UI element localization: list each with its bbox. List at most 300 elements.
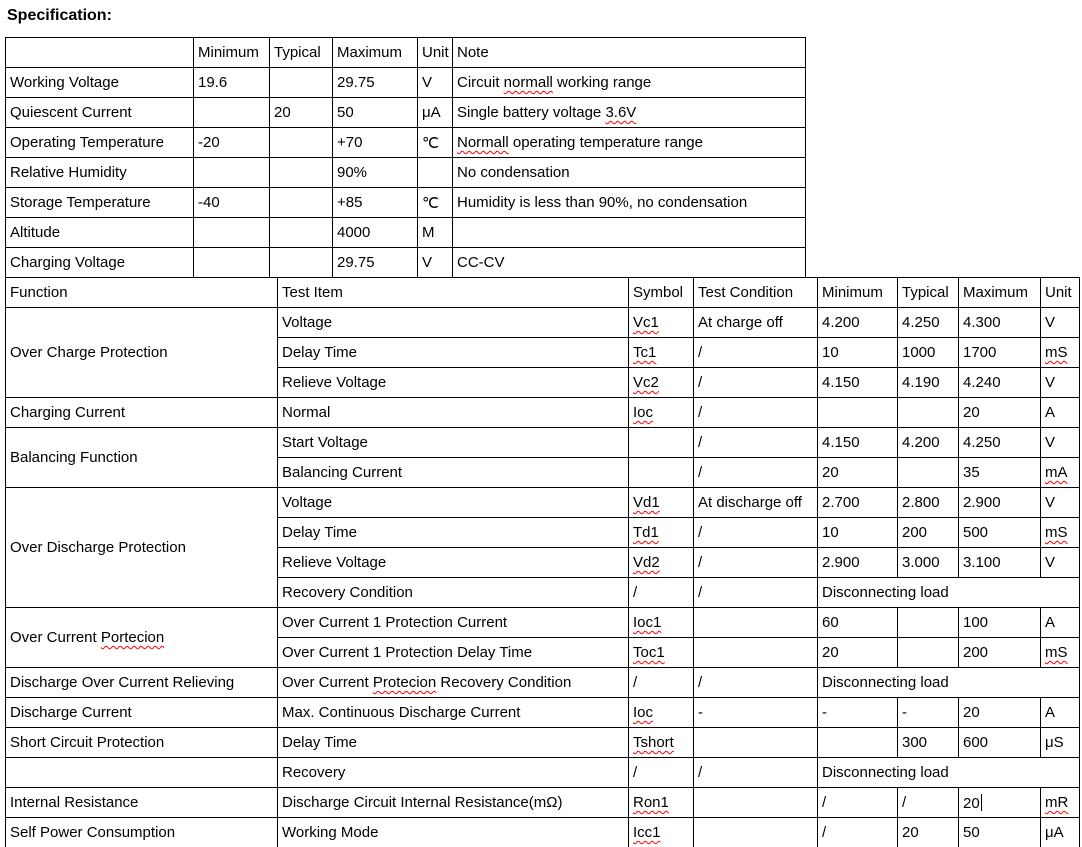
table-cell[interactable]: [194, 188, 270, 218]
table-cell[interactable]: [694, 458, 818, 488]
column-header[interactable]: [818, 278, 898, 308]
cell-text: Working Voltage: [10, 74, 119, 91]
table-cell[interactable]: [418, 188, 453, 218]
table-cell[interactable]: [278, 518, 629, 548]
cell-text: Relative Humidity: [10, 164, 127, 181]
cell-text: 4.190: [902, 374, 940, 391]
table-cell[interactable]: [898, 488, 959, 518]
cell-text: 29.75: [337, 254, 375, 271]
table-cell[interactable]: [959, 638, 1041, 668]
table-cell[interactable]: [694, 488, 818, 518]
table-cell[interactable]: [818, 728, 898, 758]
table-cell[interactable]: [278, 698, 629, 728]
cell-text: Delay Time: [282, 734, 358, 751]
table-cell[interactable]: [898, 788, 959, 818]
table-cell[interactable]: [818, 548, 898, 578]
table-cell[interactable]: [694, 578, 818, 608]
table-cell[interactable]: [694, 428, 818, 458]
table-cell[interactable]: [694, 368, 818, 398]
cell-text: Test Item: [282, 284, 343, 301]
cell-text: Symbol: [633, 284, 684, 301]
table-cell[interactable]: [629, 758, 694, 788]
table-cell[interactable]: [818, 818, 898, 847]
column-header[interactable]: [270, 38, 333, 68]
table-cell[interactable]: [453, 128, 806, 158]
table-cell[interactable]: [629, 578, 694, 608]
table-cell[interactable]: [818, 578, 1080, 608]
table-cell[interactable]: [194, 158, 270, 188]
table-cell[interactable]: [270, 128, 333, 158]
misspelled-text: Tc1: [633, 344, 657, 361]
table-cell[interactable]: [629, 368, 694, 398]
misspelled-text: Ioc: [633, 704, 654, 721]
table-cell[interactable]: [694, 698, 818, 728]
column-header[interactable]: [194, 38, 270, 68]
table-cell[interactable]: [453, 188, 806, 218]
cell-text: +85: [337, 194, 363, 211]
table-cell[interactable]: [418, 218, 453, 248]
cell-text: Humidity is less than 90%, no condensation: [457, 194, 748, 211]
table-cell[interactable]: [278, 578, 629, 608]
table-cell[interactable]: [898, 638, 959, 668]
table-cell[interactable]: [629, 728, 694, 758]
cell-text: -: [902, 704, 907, 721]
table-cell[interactable]: [694, 608, 818, 638]
table-cell[interactable]: [959, 428, 1041, 458]
cell-text: Over Current 1 Protection Current: [282, 614, 508, 631]
table-row: [6, 398, 1080, 428]
cell-text: 20: [963, 704, 980, 721]
cell-text: Unit: [422, 44, 449, 61]
cell-text: 20: [822, 464, 839, 481]
table-cell[interactable]: [959, 368, 1041, 398]
table-cell[interactable]: [694, 788, 818, 818]
table-cell[interactable]: [6, 818, 278, 847]
table-row: [6, 68, 806, 98]
table-cell[interactable]: [6, 428, 278, 488]
header-row: [6, 278, 1080, 308]
table-cell[interactable]: [6, 98, 194, 128]
table-cell[interactable]: [959, 608, 1041, 638]
table-cell[interactable]: [6, 668, 278, 698]
table-cell[interactable]: [1041, 548, 1080, 578]
cell-text: Altitude: [10, 224, 61, 241]
table-cell[interactable]: [278, 338, 629, 368]
table-cell[interactable]: [898, 818, 959, 847]
cell-text: ℃: [422, 194, 439, 212]
cell-text: Note: [457, 44, 489, 61]
protection-table-body: [6, 278, 1080, 847]
text-cursor: [981, 794, 982, 811]
table-cell[interactable]: [278, 608, 629, 638]
cell-text: Maximum: [337, 44, 403, 61]
table-cell[interactable]: [278, 668, 629, 698]
cell-text: V: [1045, 374, 1056, 391]
misspelled-text: Icc1: [633, 824, 661, 841]
table-cell[interactable]: [418, 158, 453, 188]
table-cell[interactable]: [453, 248, 806, 278]
cell-text: Relieve Voltage: [282, 374, 387, 391]
cell-text: Over Discharge Protection: [10, 539, 186, 556]
table-cell[interactable]: [278, 548, 629, 578]
table-cell[interactable]: [898, 398, 959, 428]
table-cell[interactable]: [959, 698, 1041, 728]
column-header[interactable]: [453, 38, 806, 68]
table-cell[interactable]: [194, 68, 270, 98]
column-header[interactable]: [6, 278, 278, 308]
table-cell[interactable]: [6, 698, 278, 728]
column-header[interactable]: [333, 38, 418, 68]
misspelled-text: Tshort: [633, 734, 674, 751]
table-row: [6, 608, 1080, 638]
cell-text: V: [1045, 314, 1056, 331]
table-cell[interactable]: [1041, 818, 1080, 847]
table-cell[interactable]: [898, 548, 959, 578]
table-cell[interactable]: [333, 158, 418, 188]
cell-text: Over Charge Protection: [10, 344, 168, 361]
table-cell[interactable]: [278, 398, 629, 428]
table-cell[interactable]: [898, 728, 959, 758]
misspelled-text: mS: [1045, 344, 1068, 361]
cell-text: 50: [337, 104, 354, 121]
table-cell[interactable]: [694, 518, 818, 548]
table-cell[interactable]: [818, 608, 898, 638]
cell-text: -20: [198, 134, 220, 151]
cell-text: 19.6: [198, 74, 228, 91]
table-cell[interactable]: [270, 188, 333, 218]
table-row: [6, 668, 1080, 698]
table-cell[interactable]: [629, 818, 694, 847]
cell-text: /: [698, 524, 703, 541]
table-cell[interactable]: [194, 128, 270, 158]
table-cell[interactable]: [1041, 398, 1080, 428]
table-cell[interactable]: [898, 368, 959, 398]
table-cell[interactable]: [6, 188, 194, 218]
table-cell[interactable]: [278, 458, 629, 488]
table-cell[interactable]: [6, 218, 194, 248]
cell-text: Normal: [282, 404, 331, 421]
table-cell[interactable]: [278, 728, 629, 758]
table-cell[interactable]: [6, 398, 278, 428]
table-cell[interactable]: [6, 248, 194, 278]
table-cell[interactable]: [270, 158, 333, 188]
table-cell[interactable]: [818, 518, 898, 548]
cell-text: 4.200: [902, 434, 940, 451]
cell-text: Disconnecting load: [822, 674, 949, 691]
table-cell[interactable]: [278, 488, 629, 518]
table-cell[interactable]: [629, 668, 694, 698]
cell-text: Single battery voltage: [457, 104, 606, 121]
table-cell[interactable]: [270, 248, 333, 278]
table-row: [6, 188, 806, 218]
table-cell[interactable]: [278, 638, 629, 668]
table-cell[interactable]: [959, 788, 1041, 818]
cell-text: /: [633, 584, 638, 601]
cell-text: 4.250: [963, 434, 1001, 451]
table-cell[interactable]: [1041, 638, 1080, 668]
table-cell[interactable]: [959, 548, 1041, 578]
table-cell[interactable]: [6, 308, 278, 398]
table-cell[interactable]: [818, 668, 1080, 698]
table-cell[interactable]: [694, 758, 818, 788]
cell-text: Over Current: [282, 674, 373, 691]
table-cell[interactable]: [333, 68, 418, 98]
column-header[interactable]: [1041, 278, 1080, 308]
table-cell[interactable]: [333, 218, 418, 248]
cell-text: V: [1045, 554, 1056, 571]
cell-text: -40: [198, 194, 220, 211]
table-cell[interactable]: [959, 398, 1041, 428]
table-cell[interactable]: [818, 758, 1080, 788]
misspelled-text: mS: [1045, 644, 1068, 661]
table-cell[interactable]: [818, 428, 898, 458]
table-cell[interactable]: [694, 818, 818, 847]
table-cell[interactable]: [418, 98, 453, 128]
cell-text: /: [698, 344, 703, 361]
table-cell[interactable]: [270, 68, 333, 98]
cell-text: 20: [902, 824, 919, 841]
table-cell[interactable]: [418, 248, 453, 278]
cell-text: Self Power Consumption: [10, 824, 176, 841]
table-cell[interactable]: [818, 458, 898, 488]
cell-text: Recovery Condition: [282, 584, 413, 601]
cell-text: +70: [337, 134, 363, 151]
table-cell[interactable]: [270, 218, 333, 248]
table-row: [6, 248, 806, 278]
cell-text: /: [902, 794, 907, 811]
table-cell[interactable]: [629, 338, 694, 368]
cell-text: -: [822, 704, 827, 721]
table-cell[interactable]: [6, 488, 278, 608]
table-cell[interactable]: [629, 608, 694, 638]
table-cell[interactable]: [629, 518, 694, 548]
misspelled-text: Vd2: [633, 554, 660, 571]
table-cell[interactable]: [1041, 338, 1080, 368]
cell-text: At discharge off: [698, 494, 802, 511]
table-cell[interactable]: [898, 518, 959, 548]
cell-text: Over Current 1 Protection Delay Time: [282, 644, 533, 661]
table-cell[interactable]: [694, 308, 818, 338]
table-cell[interactable]: [818, 698, 898, 728]
cell-text: 100: [963, 614, 989, 631]
cell-text: 2.700: [822, 494, 860, 511]
table-cell[interactable]: [629, 698, 694, 728]
table-cell[interactable]: [278, 308, 629, 338]
cell-text: 20: [963, 794, 980, 812]
table-cell[interactable]: [694, 338, 818, 368]
table-cell[interactable]: [898, 608, 959, 638]
cell-text: 4.150: [822, 374, 860, 391]
table-cell[interactable]: [1041, 788, 1080, 818]
cell-text: 300: [902, 734, 928, 751]
table-cell[interactable]: [1041, 518, 1080, 548]
column-header[interactable]: [959, 278, 1041, 308]
table-cell[interactable]: [959, 338, 1041, 368]
table-cell[interactable]: [278, 788, 629, 818]
table-cell[interactable]: [959, 458, 1041, 488]
misspelled-text: mR: [1045, 794, 1069, 811]
misspelled-text: Ron1: [633, 794, 669, 811]
table-cell[interactable]: [453, 218, 806, 248]
cell-text: 1700: [963, 344, 997, 361]
table-cell[interactable]: [629, 428, 694, 458]
table-cell[interactable]: [418, 128, 453, 158]
table-cell[interactable]: [818, 488, 898, 518]
table-cell[interactable]: [194, 218, 270, 248]
table-cell[interactable]: [1041, 428, 1080, 458]
table-cell[interactable]: [418, 68, 453, 98]
table-cell[interactable]: [1041, 368, 1080, 398]
cell-text: Delay Time: [282, 524, 358, 541]
table-cell[interactable]: [898, 428, 959, 458]
table-cell[interactable]: [333, 248, 418, 278]
table-cell[interactable]: [629, 548, 694, 578]
cell-text: 10: [822, 344, 839, 361]
table-cell[interactable]: [453, 98, 806, 128]
table-cell[interactable]: [629, 308, 694, 338]
table-cell[interactable]: [959, 488, 1041, 518]
table-cell[interactable]: [959, 818, 1041, 847]
table-cell[interactable]: [959, 728, 1041, 758]
table-cell[interactable]: [694, 638, 818, 668]
cell-text: Recovery: [282, 764, 346, 781]
cell-text: 200: [902, 524, 928, 541]
cell-text: Charging Voltage: [10, 254, 126, 271]
table-cell[interactable]: [194, 98, 270, 128]
column-header[interactable]: [694, 278, 818, 308]
misspelled-text: mS: [1045, 524, 1068, 541]
misspelled-text: Ioc: [633, 404, 654, 421]
table-cell[interactable]: [898, 338, 959, 368]
cell-text: Start Voltage: [282, 434, 368, 451]
table-cell[interactable]: [1041, 698, 1080, 728]
cell-text: μA: [422, 104, 441, 121]
cell-text: Charging Current: [10, 404, 126, 421]
table-row: [6, 758, 1080, 788]
cell-text: /: [822, 824, 827, 841]
table-cell[interactable]: [1041, 308, 1080, 338]
table-cell[interactable]: [278, 428, 629, 458]
cell-text: V: [422, 254, 433, 271]
cell-text: 50: [963, 824, 980, 841]
table-cell[interactable]: [270, 98, 333, 128]
table-cell[interactable]: [694, 398, 818, 428]
misspelled-text: Ioc1: [633, 614, 662, 631]
cell-text: M: [422, 224, 435, 241]
table-cell[interactable]: [694, 548, 818, 578]
spec-table: [5, 37, 806, 278]
table-cell[interactable]: [898, 308, 959, 338]
cell-text: 20: [822, 644, 839, 661]
table-cell[interactable]: [818, 638, 898, 668]
table-cell[interactable]: [629, 458, 694, 488]
header-row: [6, 38, 806, 68]
table-cell[interactable]: [278, 818, 629, 847]
table-cell[interactable]: [6, 728, 278, 758]
column-header[interactable]: [6, 38, 194, 68]
table-cell[interactable]: [6, 788, 278, 818]
cell-text: Relieve Voltage: [282, 554, 387, 571]
table-cell[interactable]: [818, 788, 898, 818]
table-cell[interactable]: [6, 758, 278, 788]
cell-text: Test Condition: [698, 284, 794, 301]
cell-text: Operating Temperature: [10, 134, 164, 151]
cell-text: 4.240: [963, 374, 1001, 391]
table-cell[interactable]: [278, 758, 629, 788]
table-cell[interactable]: [818, 398, 898, 428]
cell-text: V: [1045, 494, 1056, 511]
table-cell[interactable]: [333, 98, 418, 128]
cell-text: 10: [822, 524, 839, 541]
cell-text: 20: [274, 104, 291, 121]
table-cell[interactable]: [959, 518, 1041, 548]
table-cell[interactable]: [278, 368, 629, 398]
column-header[interactable]: [278, 278, 629, 308]
misspelled-text: Normall: [457, 134, 509, 151]
cell-text: At charge off: [698, 314, 783, 331]
table-cell[interactable]: [818, 368, 898, 398]
table-cell[interactable]: [694, 728, 818, 758]
cell-text: Max. Continuous Discharge Current: [282, 704, 521, 721]
table-cell[interactable]: [333, 188, 418, 218]
table-row: [6, 818, 1080, 847]
table-cell[interactable]: [629, 488, 694, 518]
cell-text: Delay Time: [282, 344, 358, 361]
cell-text: Typical: [274, 44, 321, 61]
table-cell[interactable]: [959, 308, 1041, 338]
table-cell[interactable]: [1041, 488, 1080, 518]
cell-text: Minimum: [822, 284, 883, 301]
spec-table-body: [6, 38, 806, 278]
table-cell[interactable]: [818, 308, 898, 338]
column-header[interactable]: [629, 278, 694, 308]
column-header[interactable]: [418, 38, 453, 68]
misspelled-text: normall: [503, 74, 553, 91]
cell-text: 20: [963, 404, 980, 421]
table-cell[interactable]: [6, 68, 194, 98]
cell-text: Internal Resistance: [10, 794, 139, 811]
column-header[interactable]: [898, 278, 959, 308]
misspelled-text: Td1: [633, 524, 659, 541]
table-cell[interactable]: [898, 458, 959, 488]
table-cell[interactable]: [6, 158, 194, 188]
table-cell[interactable]: [1041, 728, 1080, 758]
misspelled-text: Vc1: [633, 314, 659, 331]
cell-text: Disconnecting load: [822, 764, 949, 781]
cell-text: 4.250: [902, 314, 940, 331]
table-cell[interactable]: [1041, 608, 1080, 638]
table-cell[interactable]: [453, 158, 806, 188]
table-row: [6, 728, 1080, 758]
table-cell[interactable]: [629, 398, 694, 428]
table-cell[interactable]: [898, 698, 959, 728]
table-cell[interactable]: [629, 638, 694, 668]
cell-text: 2.800: [902, 494, 940, 511]
table-cell[interactable]: [194, 248, 270, 278]
table-cell[interactable]: [6, 608, 278, 668]
table-cell[interactable]: [818, 338, 898, 368]
table-cell[interactable]: [333, 128, 418, 158]
table-cell[interactable]: [6, 128, 194, 158]
cell-text: Recovery Condition: [436, 674, 572, 691]
cell-text: Voltage: [282, 314, 333, 331]
table-row: [6, 788, 1080, 818]
table-cell[interactable]: [694, 668, 818, 698]
table-cell[interactable]: [1041, 458, 1080, 488]
page-title: Specification:: [7, 7, 112, 24]
table-cell[interactable]: [629, 788, 694, 818]
table-cell[interactable]: [453, 68, 806, 98]
